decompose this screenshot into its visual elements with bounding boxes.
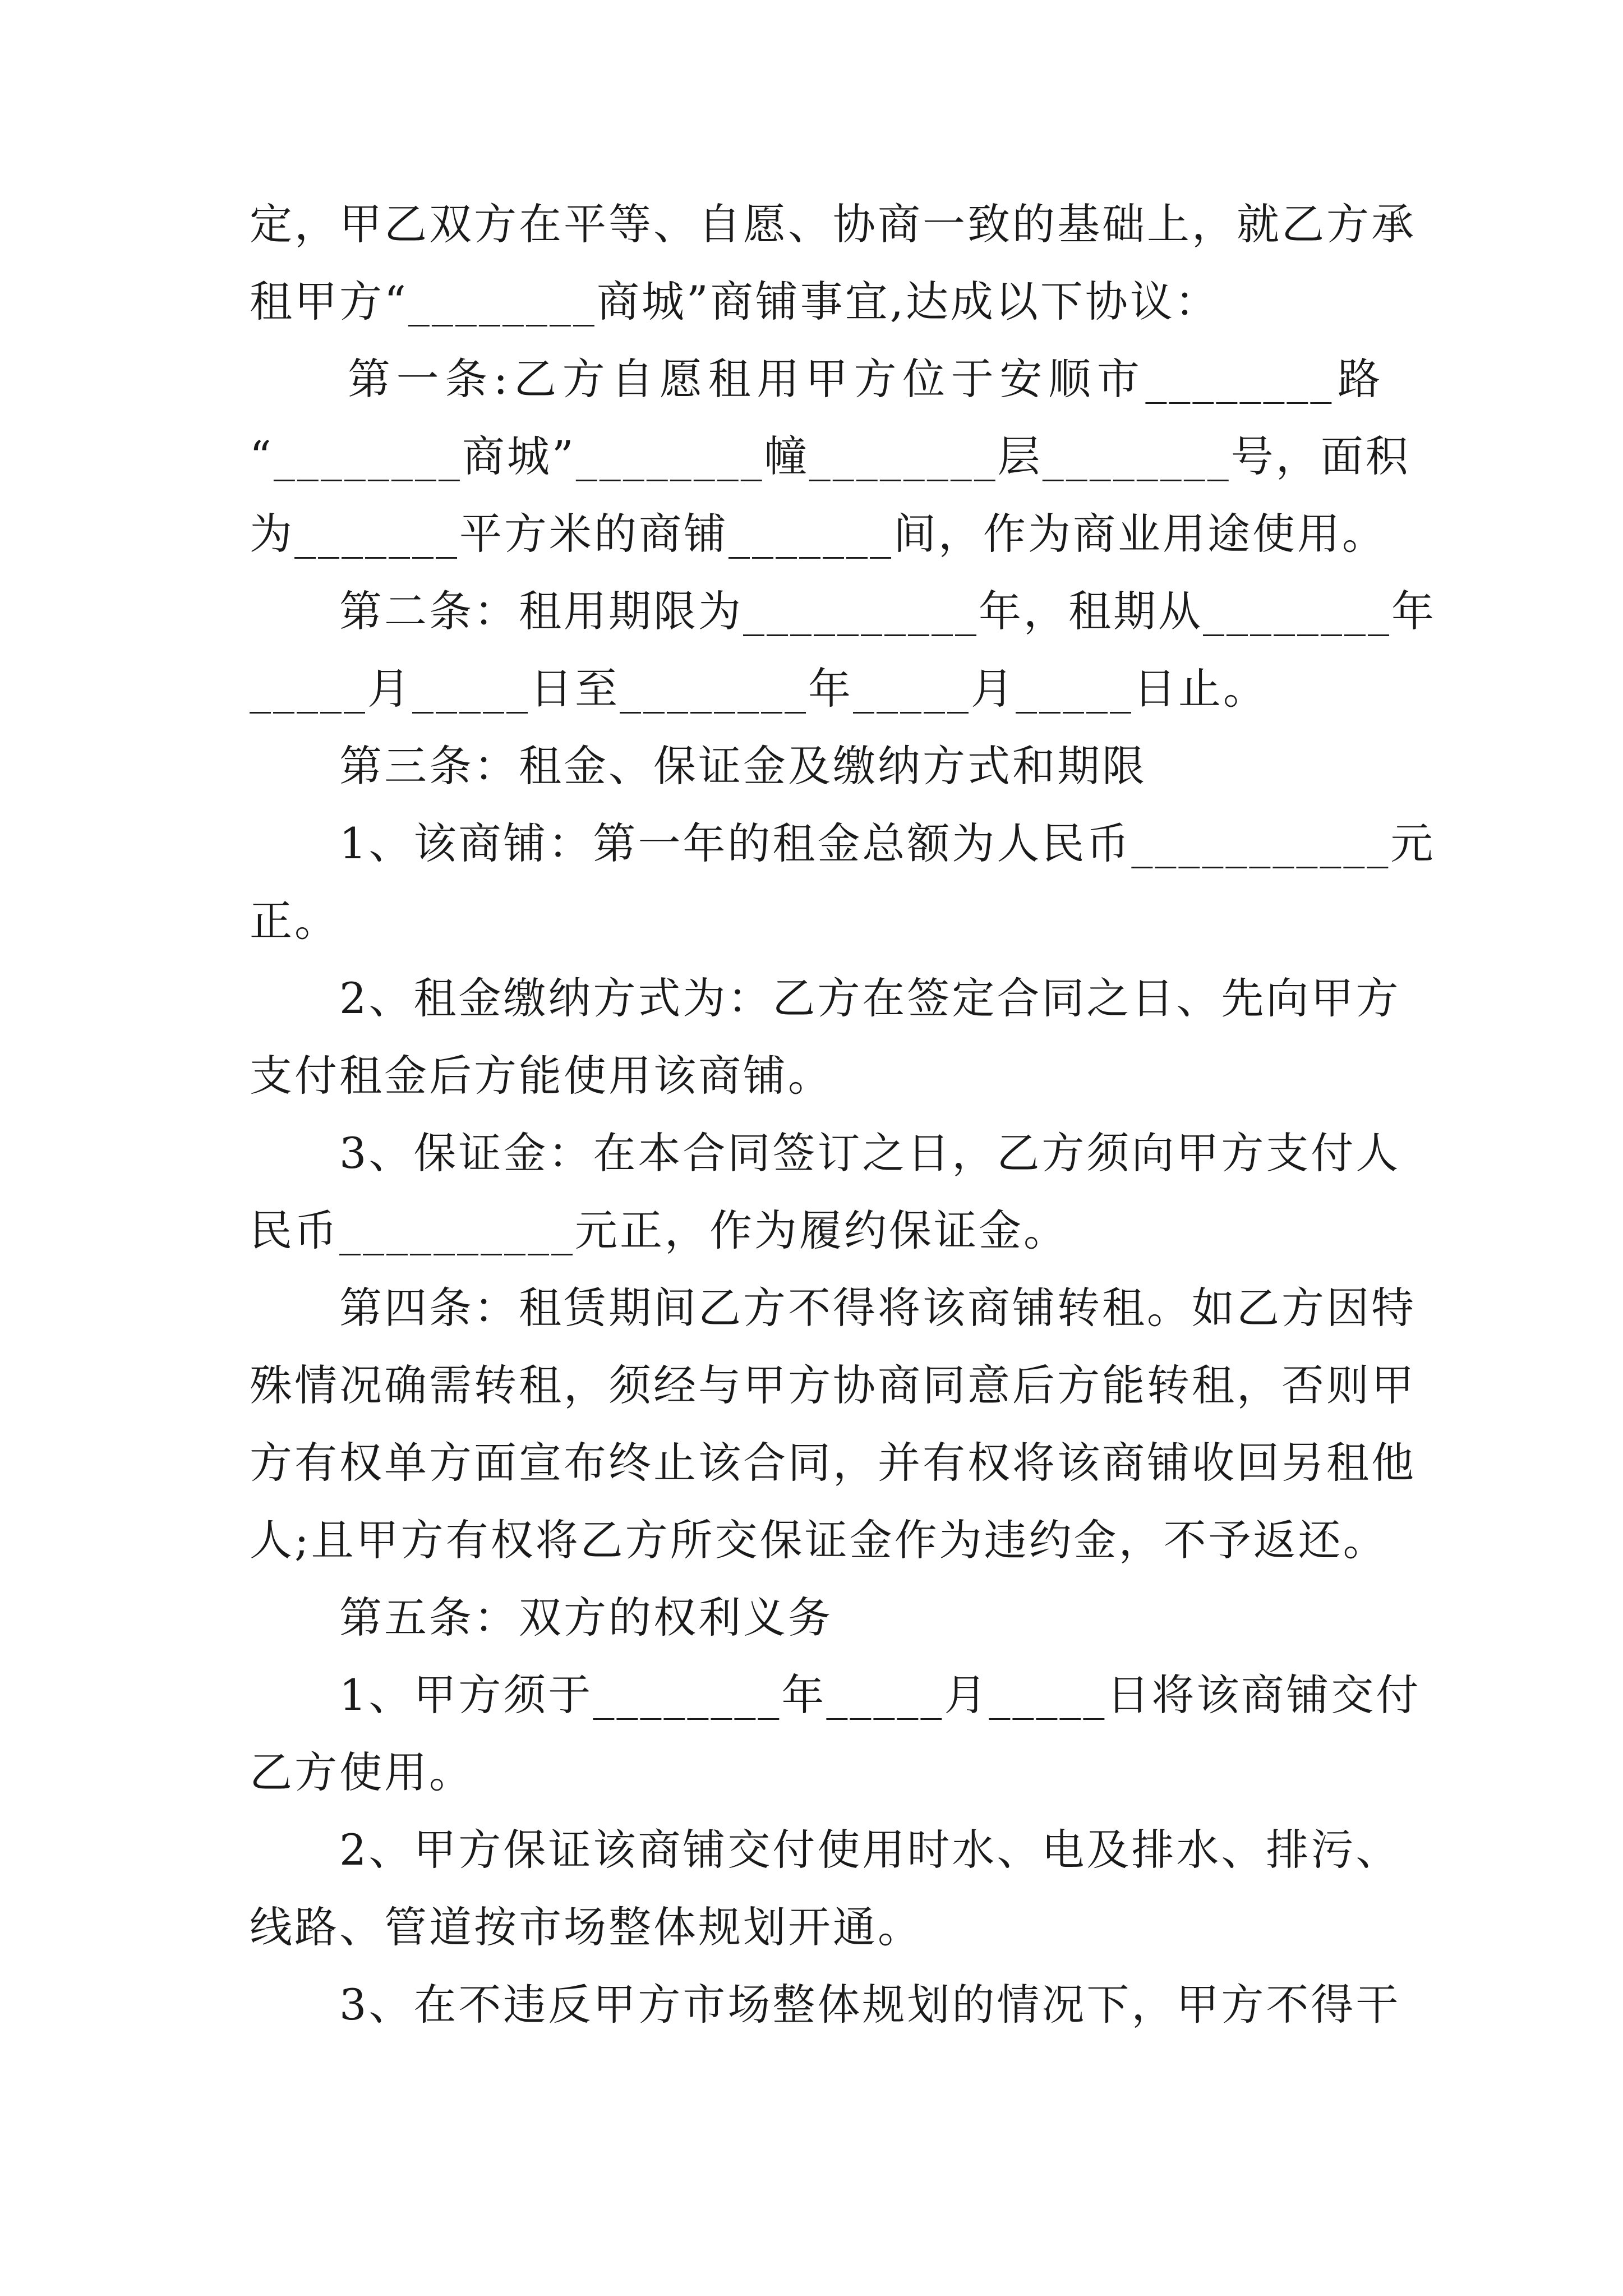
text-line: 殊情况确需转租，须经与甲方协商同意后方能转租，否则甲 — [250, 1360, 1416, 1410]
text-line: 租甲方“________商城”商铺事宜,达成以下协议： — [250, 277, 1220, 326]
article-5-heading-line: 第五条：双方的权利义务 — [339, 1593, 833, 1642]
text-line: “________商城”________幢________层________号，面积 — [250, 431, 1410, 481]
text-line: 2、甲方保证该商铺交付使用时水、电及排水、排污、 — [339, 1825, 1401, 1875]
text-line: 1、该商铺：第一年的租金总额为人民币___________元 — [339, 818, 1436, 868]
text-line: 正。 — [250, 896, 339, 946]
article-2-heading-line: 第二条：租用期限为__________年，租期从________年 — [339, 586, 1436, 636]
article-3-heading-line: 第三条：租金、保证金及缴纳方式和期限 — [339, 741, 1147, 791]
text-line: 方有权单方面宣布终止该合同，并有权将该商铺收回另租他 — [250, 1438, 1416, 1488]
text-line: 2、租金缴纳方式为：乙方在签定合同之日、先向甲方 — [339, 973, 1401, 1023]
article-1-heading-line: 第一条:乙方自愿租用甲方位于安顺市________路 — [348, 354, 1382, 404]
text-line: 3、保证金：在本合同签订之日，乙方须向甲方支付人 — [339, 1128, 1401, 1178]
text-line: 支付租金后方能使用该商铺。 — [250, 1051, 833, 1101]
text-line: _____月_____日至________年_____月_____日止。 — [250, 664, 1268, 714]
article-4-heading-line: 第四条：租赁期间乙方不得将该商铺转租。如乙方因特 — [339, 1283, 1416, 1333]
text-line: 定，甲乙双方在平等、自愿、协商一致的基础上，就乙方承 — [250, 199, 1416, 249]
text-line: 1、甲方须于________年_____月_____日将该商铺交付 — [339, 1670, 1421, 1720]
text-line: 乙方使用。 — [250, 1747, 474, 1797]
text-line: 人;且甲方有权将乙方所交保证金作为违约金，不予返还。 — [250, 1515, 1388, 1565]
text-line: 为_______平方米的商铺_______间，作为商业用途使用。 — [250, 509, 1387, 559]
text-line: 线路、管道按市场整体规划开通。 — [250, 1902, 923, 1952]
text-line: 民币__________元正，作为履约保证金。 — [250, 1205, 1068, 1255]
text-line: 3、在不违反甲方市场整体规划的情况下，甲方不得干 — [339, 1980, 1401, 2030]
